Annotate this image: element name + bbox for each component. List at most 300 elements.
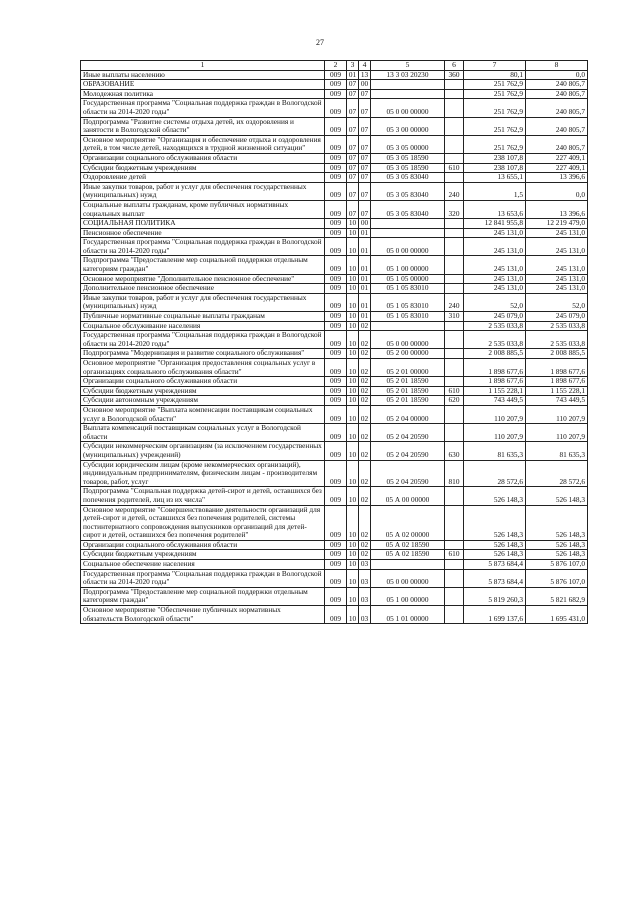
row-name-cell: Государственная программа "Социальная поддержка граждан в Вологодской области на 2014-2020 годы": [81, 99, 325, 117]
ministry-code-cell: 009: [325, 173, 347, 183]
subsection-code-cell: 01: [359, 256, 371, 274]
subsection-code-cell: 01: [359, 293, 371, 311]
expense-type-cell: [445, 228, 464, 238]
subsection-code-cell: 02: [359, 424, 371, 442]
expense-type-cell: 240: [445, 293, 464, 311]
expense-type-cell: 320: [445, 200, 464, 218]
row-name-cell: Иные закупки товаров, работ и услуг для обеспечения государственных (муниципальных) нужд: [81, 293, 325, 311]
amount-year1-cell: 1 699 137,6: [464, 606, 526, 624]
row-name-cell: Основное мероприятие "Дополнительное пенсионное обеспечение": [81, 274, 325, 284]
expense-type-cell: [445, 284, 464, 294]
subsection-code-cell: 03: [359, 569, 371, 587]
section-code-cell: 10: [347, 321, 359, 331]
target-article-cell: 05 2 04 20590: [371, 460, 445, 487]
amount-year1-cell: 52,0: [464, 293, 526, 311]
section-code-cell: 10: [347, 405, 359, 423]
section-code-cell: 10: [347, 569, 359, 587]
expense-type-cell: [445, 487, 464, 505]
row-name-cell: Подпрограмма "Модернизация и развитие социального обслуживания": [81, 349, 325, 359]
row-name-cell: Основное мероприятие "Организация и обеспечение отдыха и оздоровления детей, в том числе детей, находящихся в трудной жизненной ситуации": [81, 135, 325, 153]
ministry-code-cell: 009: [325, 540, 347, 550]
section-code-cell: 10: [347, 606, 359, 624]
ministry-code-cell: 009: [325, 442, 347, 460]
subsection-code-cell: 02: [359, 321, 371, 331]
table-row: [81, 424, 588, 442]
amount-year1-cell: 526 148,3: [464, 550, 526, 560]
amount-year2-cell: 526 148,3: [526, 505, 588, 540]
expense-type-cell: [445, 505, 464, 540]
amount-year1-cell: 251 762,9: [464, 135, 526, 153]
row-name-cell: ОБРАЗОВАНИЕ: [81, 80, 325, 90]
expense-type-cell: 360: [445, 70, 464, 80]
target-article-cell: 05 3 00 00000: [371, 117, 445, 135]
amount-year1-cell: 245 131,0: [464, 238, 526, 256]
subsection-code-cell: 02: [359, 331, 371, 349]
row-name-cell: Выплата компенсаций поставщикам социальных услуг в Вологодской области: [81, 424, 325, 442]
expense-type-cell: [445, 173, 464, 183]
target-article-cell: 05 3 05 83040: [371, 173, 445, 183]
subsection-code-cell: 02: [359, 396, 371, 406]
target-article-cell: [371, 321, 445, 331]
subsection-code-cell: 07: [359, 200, 371, 218]
subsection-code-cell: 01: [359, 238, 371, 256]
amount-year1-cell: 251 762,9: [464, 89, 526, 99]
amount-year1-cell: 2 535 033,8: [464, 321, 526, 331]
section-code-cell: 07: [347, 153, 359, 163]
amount-year1-cell: 526 148,3: [464, 487, 526, 505]
table-row: [81, 256, 588, 274]
target-article-cell: 05 2 04 20590: [371, 424, 445, 442]
target-article-cell: 05 А 02 18590: [371, 550, 445, 560]
amount-year1-cell: 245 131,0: [464, 274, 526, 284]
row-name-cell: Иные выплаты населению: [81, 70, 325, 80]
subsection-code-cell: 01: [359, 312, 371, 322]
table-row: [81, 89, 588, 99]
row-name-cell: Молодежная политика: [81, 89, 325, 99]
amount-year2-cell: 526 148,3: [526, 540, 588, 550]
amount-year2-cell: 2 008 885,5: [526, 349, 588, 359]
expense-type-cell: [445, 153, 464, 163]
table-header-row: [81, 61, 588, 71]
ministry-code-cell: 009: [325, 117, 347, 135]
expense-type-cell: [445, 321, 464, 331]
amount-year2-cell: 1 155 228,1: [526, 386, 588, 396]
amount-year1-cell: 526 148,3: [464, 540, 526, 550]
subsection-code-cell: 01: [359, 284, 371, 294]
section-code-cell: 10: [347, 219, 359, 229]
amount-year2-cell: 1 898 677,6: [526, 359, 588, 377]
amount-year2-cell: 240 805,7: [526, 117, 588, 135]
amount-year1-cell: 2 535 033,8: [464, 331, 526, 349]
amount-year1-cell: 245 131,0: [464, 228, 526, 238]
ministry-code-cell: 009: [325, 386, 347, 396]
target-article-cell: [371, 80, 445, 90]
ministry-code-cell: 009: [325, 99, 347, 117]
amount-year2-cell: 526 148,3: [526, 550, 588, 560]
expense-type-cell: [445, 359, 464, 377]
table-row: [81, 460, 588, 487]
ministry-code-cell: 009: [325, 396, 347, 406]
section-code-cell: 10: [347, 349, 359, 359]
table-row: [81, 284, 588, 294]
header-cell: 3: [347, 61, 359, 71]
target-article-cell: 05 2 01 18590: [371, 377, 445, 387]
ministry-code-cell: 009: [325, 405, 347, 423]
expense-type-cell: [445, 89, 464, 99]
amount-year2-cell: 5 876 107,0: [526, 569, 588, 587]
subsection-code-cell: 07: [359, 135, 371, 153]
table-row: [81, 359, 588, 377]
expense-type-cell: [445, 405, 464, 423]
section-code-cell: 01: [347, 70, 359, 80]
section-code-cell: 10: [347, 550, 359, 560]
row-name-cell: Организации социального обслуживания области: [81, 153, 325, 163]
ministry-code-cell: 009: [325, 238, 347, 256]
table-row: [81, 587, 588, 605]
subsection-code-cell: 02: [359, 359, 371, 377]
expense-type-cell: [445, 80, 464, 90]
table-row: [81, 405, 588, 423]
row-name-cell: Подпрограмма "Предоставление мер социальной поддержки отдельным категориям граждан": [81, 587, 325, 605]
expense-type-cell: [445, 331, 464, 349]
amount-year2-cell: 240 805,7: [526, 89, 588, 99]
amount-year1-cell: 238 107,8: [464, 163, 526, 173]
expense-type-cell: 240: [445, 182, 464, 200]
expense-type-cell: 810: [445, 460, 464, 487]
target-article-cell: 05 0 00 00000: [371, 331, 445, 349]
section-code-cell: 10: [347, 228, 359, 238]
expense-type-cell: [445, 424, 464, 442]
table-row: [81, 540, 588, 550]
target-article-cell: 05 А 02 18590: [371, 540, 445, 550]
row-name-cell: Основное мероприятие "Организация предоставления социальных услуг в организациях социального обслуживания области": [81, 359, 325, 377]
ministry-code-cell: 009: [325, 424, 347, 442]
target-article-cell: 05 1 01 00000: [371, 606, 445, 624]
row-name-cell: Организации социального обслуживания области: [81, 377, 325, 387]
row-name-cell: Субсидии бюджетным учреждениям: [81, 550, 325, 560]
expense-type-cell: [445, 606, 464, 624]
table-row: [81, 274, 588, 284]
amount-year2-cell: 245 131,0: [526, 284, 588, 294]
subsection-code-cell: 03: [359, 606, 371, 624]
expense-type-cell: [445, 377, 464, 387]
section-code-cell: 10: [347, 487, 359, 505]
ministry-code-cell: 009: [325, 182, 347, 200]
row-name-cell: Организации социального обслуживания области: [81, 540, 325, 550]
amount-year1-cell: 238 107,8: [464, 153, 526, 163]
expense-type-cell: [445, 587, 464, 605]
target-article-cell: 05 3 05 83040: [371, 200, 445, 218]
amount-year1-cell: 80,1: [464, 70, 526, 80]
table-row: [81, 200, 588, 218]
table-row: [81, 550, 588, 560]
amount-year2-cell: 240 805,7: [526, 99, 588, 117]
subsection-code-cell: 07: [359, 89, 371, 99]
section-code-cell: 07: [347, 89, 359, 99]
amount-year1-cell: 1 898 677,6: [464, 377, 526, 387]
section-code-cell: 07: [347, 99, 359, 117]
table-row: [81, 173, 588, 183]
expense-type-cell: [445, 99, 464, 117]
target-article-cell: 05 3 05 18590: [371, 163, 445, 173]
ministry-code-cell: 009: [325, 80, 347, 90]
ministry-code-cell: 009: [325, 284, 347, 294]
row-name-cell: Иные закупки товаров, работ и услуг для обеспечения государственных (муниципальных) нужд: [81, 182, 325, 200]
amount-year2-cell: 13 396,6: [526, 173, 588, 183]
section-code-cell: 07: [347, 173, 359, 183]
row-name-cell: СОЦИАЛЬНАЯ ПОЛИТИКА: [81, 219, 325, 229]
amount-year2-cell: 110 207,9: [526, 424, 588, 442]
subsection-code-cell: 07: [359, 117, 371, 135]
section-code-cell: 10: [347, 424, 359, 442]
amount-year1-cell: 251 762,9: [464, 99, 526, 117]
amount-year2-cell: 2 535 033,8: [526, 321, 588, 331]
target-article-cell: 05 1 05 83010: [371, 284, 445, 294]
amount-year1-cell: 245 079,0: [464, 312, 526, 322]
table-row: [81, 396, 588, 406]
expense-type-cell: 610: [445, 386, 464, 396]
section-code-cell: 10: [347, 256, 359, 274]
section-code-cell: 10: [347, 505, 359, 540]
header-cell: 5: [371, 61, 445, 71]
ministry-code-cell: 009: [325, 312, 347, 322]
expense-type-cell: [445, 238, 464, 256]
section-code-cell: 10: [347, 396, 359, 406]
subsection-code-cell: 07: [359, 182, 371, 200]
ministry-code-cell: 009: [325, 228, 347, 238]
expense-type-cell: 310: [445, 312, 464, 322]
subsection-code-cell: 02: [359, 442, 371, 460]
subsection-code-cell: 02: [359, 377, 371, 387]
amount-year1-cell: 12 841 955,8: [464, 219, 526, 229]
expense-type-cell: 630: [445, 442, 464, 460]
table-row: [81, 606, 588, 624]
row-name-cell: Государственная программа "Социальная поддержка граждан в Вологодской области на 2014-2020 годы": [81, 331, 325, 349]
amount-year2-cell: 28 572,6: [526, 460, 588, 487]
table-row: [81, 70, 588, 80]
table-row: [81, 442, 588, 460]
table-row: [81, 487, 588, 505]
amount-year2-cell: 240 805,7: [526, 135, 588, 153]
amount-year1-cell: 110 207,9: [464, 405, 526, 423]
section-code-cell: 10: [347, 331, 359, 349]
expense-type-cell: [445, 569, 464, 587]
amount-year2-cell: 2 535 033,8: [526, 331, 588, 349]
amount-year2-cell: 12 219 479,0: [526, 219, 588, 229]
amount-year1-cell: 1 898 677,6: [464, 359, 526, 377]
subsection-code-cell: 02: [359, 386, 371, 396]
subsection-code-cell: 02: [359, 550, 371, 560]
section-code-cell: 10: [347, 460, 359, 487]
amount-year2-cell: 0,0: [526, 70, 588, 80]
section-code-cell: 10: [347, 386, 359, 396]
ministry-code-cell: 009: [325, 560, 347, 570]
subsection-code-cell: 02: [359, 349, 371, 359]
table-row: [81, 219, 588, 229]
table-row: [81, 163, 588, 173]
subsection-code-cell: 02: [359, 460, 371, 487]
expense-type-cell: [445, 274, 464, 284]
expense-type-cell: [445, 560, 464, 570]
section-code-cell: 10: [347, 540, 359, 550]
header-cell: 8: [526, 61, 588, 71]
amount-year2-cell: 5 876 107,0: [526, 560, 588, 570]
target-article-cell: 05 0 00 00000: [371, 569, 445, 587]
section-code-cell: 07: [347, 135, 359, 153]
header-cell: 1: [81, 61, 325, 71]
ministry-code-cell: 009: [325, 569, 347, 587]
section-code-cell: 10: [347, 359, 359, 377]
ministry-code-cell: 009: [325, 550, 347, 560]
row-name-cell: Субсидии автономным учреждениям: [81, 396, 325, 406]
amount-year1-cell: 5 819 260,3: [464, 587, 526, 605]
target-article-cell: 05 2 04 00000: [371, 405, 445, 423]
amount-year2-cell: 1 695 431,0: [526, 606, 588, 624]
ministry-code-cell: 009: [325, 487, 347, 505]
row-name-cell: Пенсионное обеспечение: [81, 228, 325, 238]
target-article-cell: 05 2 01 00000: [371, 359, 445, 377]
section-code-cell: 10: [347, 442, 359, 460]
row-name-cell: Основное мероприятие "Обеспечение публичных нормативных обязательств Вологодской области": [81, 606, 325, 624]
amount-year2-cell: 0,0: [526, 182, 588, 200]
target-article-cell: 05 1 05 83010: [371, 293, 445, 311]
target-article-cell: 05 1 05 00000: [371, 274, 445, 284]
ministry-code-cell: 009: [325, 587, 347, 605]
subsection-code-cell: 02: [359, 505, 371, 540]
target-article-cell: 05 А 02 00000: [371, 505, 445, 540]
target-article-cell: 05 А 00 00000: [371, 487, 445, 505]
ministry-code-cell: 009: [325, 200, 347, 218]
ministry-code-cell: 009: [325, 359, 347, 377]
expense-type-cell: [445, 256, 464, 274]
ministry-code-cell: 009: [325, 505, 347, 540]
table-row: [81, 386, 588, 396]
subsection-code-cell: 01: [359, 274, 371, 284]
amount-year2-cell: 5 821 682,9: [526, 587, 588, 605]
amount-year1-cell: 2 008 885,5: [464, 349, 526, 359]
section-code-cell: 10: [347, 587, 359, 605]
row-name-cell: Государственная программа "Социальная поддержка граждан в Вологодской области на 2014-2020 годы": [81, 569, 325, 587]
row-name-cell: Подпрограмма "Развитие системы отдыха детей, их оздоровления и занятости в Вологодской области": [81, 117, 325, 135]
amount-year1-cell: 28 572,6: [464, 460, 526, 487]
table-row: [81, 228, 588, 238]
section-code-cell: 10: [347, 238, 359, 256]
target-article-cell: 05 0 00 00000: [371, 238, 445, 256]
target-article-cell: 05 3 05 18590: [371, 153, 445, 163]
section-code-cell: 10: [347, 312, 359, 322]
row-name-cell: Социальное обеспечение населения: [81, 560, 325, 570]
table-row: [81, 153, 588, 163]
amount-year2-cell: 240 805,7: [526, 80, 588, 90]
target-article-cell: [371, 219, 445, 229]
ministry-code-cell: 009: [325, 274, 347, 284]
subsection-code-cell: 02: [359, 405, 371, 423]
row-name-cell: Основное мероприятие "Совершенствование деятельности организаций для детей-сирот и детей, оставшихся без попечения родителей, системы постинтернатного сопровождения выпускников организаций для детей-сирот и детей, оставшихся без попечения родителей": [81, 505, 325, 540]
ministry-code-cell: 009: [325, 70, 347, 80]
amount-year1-cell: 251 762,9: [464, 117, 526, 135]
amount-year1-cell: 743 449,5: [464, 396, 526, 406]
subsection-code-cell: 02: [359, 487, 371, 505]
amount-year1-cell: 81 635,3: [464, 442, 526, 460]
amount-year2-cell: 13 396,6: [526, 200, 588, 218]
expense-type-cell: 610: [445, 550, 464, 560]
amount-year2-cell: 245 131,0: [526, 256, 588, 274]
row-name-cell: Государственная программа "Социальная поддержка граждан в Вологодской области на 2014-2020 годы": [81, 238, 325, 256]
expense-type-cell: [445, 135, 464, 153]
table-row: [81, 135, 588, 153]
ministry-code-cell: 009: [325, 460, 347, 487]
row-name-cell: Оздоровление детей: [81, 173, 325, 183]
subsection-code-cell: 00: [359, 219, 371, 229]
table-row: [81, 377, 588, 387]
amount-year1-cell: 526 148,3: [464, 505, 526, 540]
row-name-cell: Субсидии бюджетным учреждениям: [81, 386, 325, 396]
ministry-code-cell: 009: [325, 89, 347, 99]
target-article-cell: [371, 228, 445, 238]
amount-year2-cell: 245 131,0: [526, 274, 588, 284]
row-name-cell: Субсидии некоммерческим организациям (за исключением государственных (муниципальных) учреждений): [81, 442, 325, 460]
amount-year1-cell: 5 873 684,4: [464, 560, 526, 570]
ministry-code-cell: 009: [325, 256, 347, 274]
table-row: [81, 80, 588, 90]
amount-year1-cell: 13 655,1: [464, 173, 526, 183]
amount-year2-cell: 1 898 677,6: [526, 377, 588, 387]
table-row: [81, 182, 588, 200]
expense-type-cell: [445, 117, 464, 135]
expense-type-cell: 620: [445, 396, 464, 406]
row-name-cell: Подпрограмма "Социальная поддержка детей-сирот и детей, оставшихся без попечения родителей, лиц из их числа": [81, 487, 325, 505]
subsection-code-cell: 01: [359, 228, 371, 238]
ministry-code-cell: 009: [325, 349, 347, 359]
table-row: [81, 505, 588, 540]
amount-year2-cell: 52,0: [526, 293, 588, 311]
section-code-cell: 10: [347, 274, 359, 284]
target-article-cell: 05 3 05 00000: [371, 135, 445, 153]
table-row: [81, 238, 588, 256]
subsection-code-cell: 07: [359, 153, 371, 163]
amount-year1-cell: 110 207,9: [464, 424, 526, 442]
target-article-cell: 05 1 00 00000: [371, 256, 445, 274]
table-row: [81, 349, 588, 359]
table-row: [81, 560, 588, 570]
expense-type-cell: [445, 349, 464, 359]
section-code-cell: 10: [347, 284, 359, 294]
amount-year2-cell: 245 131,0: [526, 228, 588, 238]
table-row: [81, 117, 588, 135]
subsection-code-cell: 00: [359, 80, 371, 90]
row-name-cell: Подпрограмма "Предоставление мер социальной поддержки отдельным категориям граждан": [81, 256, 325, 274]
amount-year1-cell: 1 155 228,1: [464, 386, 526, 396]
target-article-cell: 05 2 01 18590: [371, 386, 445, 396]
section-code-cell: 10: [347, 377, 359, 387]
subsection-code-cell: 07: [359, 99, 371, 117]
amount-year2-cell: 110 207,9: [526, 405, 588, 423]
section-code-cell: 07: [347, 163, 359, 173]
amount-year2-cell: 526 148,3: [526, 487, 588, 505]
header-cell: 2: [325, 61, 347, 71]
table-row: [81, 321, 588, 331]
table-row: [81, 312, 588, 322]
target-article-cell: 13 3 03 20230: [371, 70, 445, 80]
amount-year1-cell: 1,5: [464, 182, 526, 200]
ministry-code-cell: 009: [325, 219, 347, 229]
section-code-cell: 07: [347, 80, 359, 90]
budget-table: [80, 60, 588, 624]
amount-year1-cell: 13 653,6: [464, 200, 526, 218]
amount-year1-cell: 245 131,0: [464, 256, 526, 274]
header-cell: 6: [445, 61, 464, 71]
section-code-cell: 10: [347, 293, 359, 311]
